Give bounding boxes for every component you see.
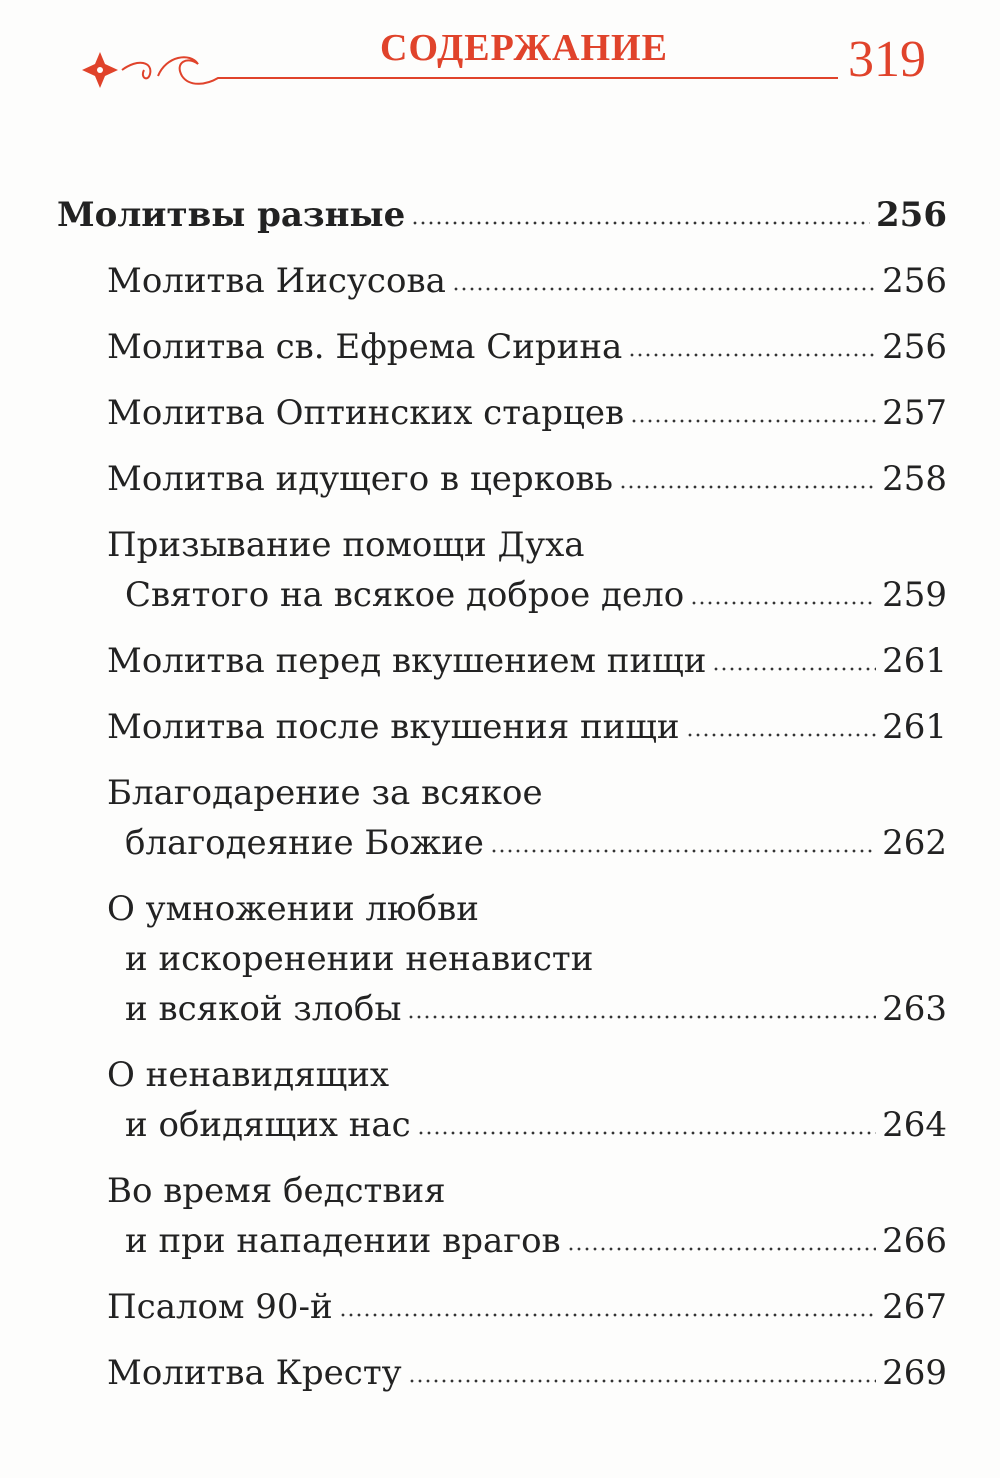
dot-leader <box>452 287 876 291</box>
dot-leader <box>630 419 876 423</box>
toc-entry <box>57 884 947 1034</box>
toc-entry-title: Молитва после вкушения пищи <box>107 707 680 747</box>
toc-entry <box>57 768 947 868</box>
toc-entry-title: и искоренении ненависти <box>125 939 594 979</box>
toc-entry <box>57 636 947 686</box>
toc-entry <box>57 1282 947 1332</box>
toc-page-number: 262 <box>882 823 947 863</box>
toc-page-number: 261 <box>882 641 947 681</box>
dot-leader <box>712 667 876 671</box>
toc-entry-title: Молитва Оптинских старцев <box>107 393 625 433</box>
toc-entry <box>57 256 947 306</box>
toc-page-number: 266 <box>882 1221 947 1261</box>
toc-entry-title: Во время бедствия <box>107 1171 446 1211</box>
dot-leader <box>408 1379 876 1383</box>
toc-entry <box>57 454 947 504</box>
toc-entry-title: и всякой злобы <box>125 989 402 1029</box>
toc-entry <box>57 1050 947 1150</box>
toc-page-number: 258 <box>882 459 947 499</box>
toc-entry-title: Призывание помощи Духа <box>107 525 585 565</box>
section-title: СОДЕРЖАНИЕ <box>380 27 668 69</box>
toc-entry-title: Благодарение за всякое <box>107 773 543 813</box>
dot-leader <box>619 485 876 489</box>
toc-entry-title: О ненавидящих <box>107 1055 390 1095</box>
dot-leader <box>407 1015 876 1019</box>
toc-entry <box>57 1166 947 1266</box>
toc-entry-title: благодеяние Божие <box>125 823 484 863</box>
toc-entry-title: Молитва Кресту <box>107 1353 402 1393</box>
toc-entry-title: Молитва идущего в церковь <box>107 459 614 499</box>
toc-entry-title: Молитвы разные <box>57 195 406 235</box>
toc-entry <box>57 702 947 752</box>
toc-page-number: 263 <box>882 989 947 1029</box>
toc-page-number: 256 <box>882 327 947 367</box>
toc-entry-title: и обидящих нас <box>125 1105 411 1145</box>
toc-entry-title: Псалом 90-й <box>107 1287 333 1327</box>
page-number: 319 <box>848 31 926 88</box>
toc-entry <box>57 520 947 620</box>
dot-leader <box>411 221 870 225</box>
toc-entry-title: Молитва перед вкушением пищи <box>107 641 707 681</box>
toc-page-number: 256 <box>876 195 947 235</box>
toc-entry-title: Святого на всякое доброе дело <box>125 575 685 615</box>
dot-leader <box>628 353 876 357</box>
toc-page-number: 269 <box>882 1353 947 1393</box>
toc-page-number: 267 <box>882 1287 947 1327</box>
toc-entry <box>57 388 947 438</box>
toc-page-number: 264 <box>882 1105 947 1145</box>
dot-leader <box>339 1313 876 1317</box>
dot-leader <box>690 601 876 605</box>
dot-leader <box>490 849 876 853</box>
dot-leader <box>567 1247 876 1251</box>
toc-entry <box>57 322 947 372</box>
toc-page-number: 257 <box>882 393 947 433</box>
toc-page-number: 261 <box>882 707 947 747</box>
toc-entry-title: и при нападении врагов <box>125 1221 561 1261</box>
toc-entry-title: О умножении любви <box>107 889 479 929</box>
toc-entry-title: Молитва св. Ефрема Сирина <box>107 327 623 367</box>
toc-page-number: 256 <box>882 261 947 301</box>
dot-leader <box>686 733 877 737</box>
dot-leader <box>417 1131 876 1135</box>
toc-page-number: 259 <box>882 575 947 615</box>
toc-entry-title: Молитва Иисусова <box>107 261 446 301</box>
table-of-contents <box>57 190 947 1414</box>
toc-entry <box>57 1348 947 1398</box>
toc-entry <box>57 190 947 240</box>
